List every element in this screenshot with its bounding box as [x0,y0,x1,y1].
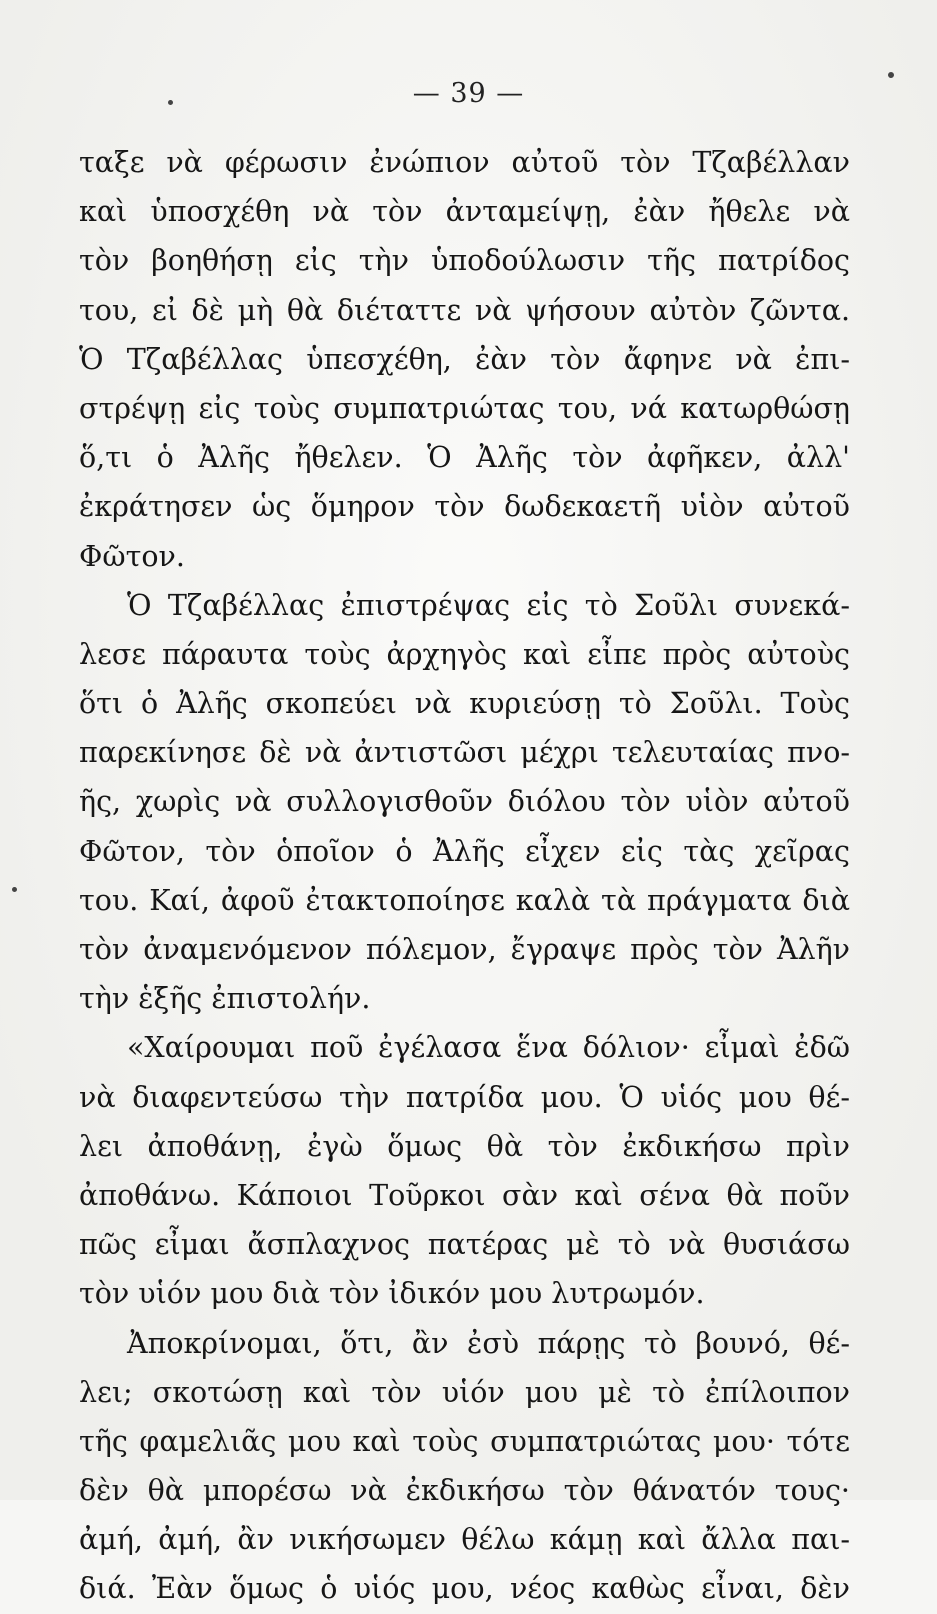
text-line: λει ἀποθάνῃ, ἐγὼ ὅμως θὰ τὸν ἐκδικήσω πρὶν [79,1129,850,1163]
text-line: τῆς φαμελιᾶς μου καὶ τοὺς συμπατριώτας μου· τότε [79,1424,850,1458]
text-line: Ὁ Τζαβέλλας ὑπεσχέθη, ἐὰν τὸν ἄφηνε νὰ ἐπι- [79,342,850,376]
text-line: «Χαίρουμαι ποῦ ἐγέλασα ἕνα δόλιον· εἶμαὶ ἐδῶ [127,1031,850,1065]
text-line: ἐκράτησεν ὡς ὅμηρον τὸν δωδεκαετῆ υἱὸν αὐτοῦ [79,490,850,524]
page-number: — 39 — [412,78,525,109]
text-line: ὅτι ὁ Ἀλῆς σκοπεύει νὰ κυριεύσῃ τὸ Σοῦλι. Τοὺς [79,687,850,721]
text-line: τὸν βοηθήσῃ εἰς τὴν ὑποδούλωσιν τῆς πατρίδος [79,244,850,278]
text-line: ὅ,τι ὁ Ἀλῆς ἤθελεν. Ὁ Ἀλῆς τὸν ἀφῆκεν, ἀλλ' [79,441,850,475]
print-speck [12,887,17,892]
text-line: διά. Ἐὰν ὅμως ὁ υἱός μου, νέος καθὼς εἶναι, δὲν [79,1572,850,1606]
text-line: ταξε νὰ φέρωσιν ἐνώπιον αὐτοῦ τὸν Τζαβέλλαν [79,146,850,179]
text-line: τὸν ἀναμενόμενον πόλεμον, ἔγραψε πρὸς τὸν Ἀλῆν [79,933,850,966]
text-line: στρέψῃ εἰς τοὺς συμπατριώτας του, νά κατωρθώσῃ [79,391,850,425]
text-line: Φῶτον. [79,539,185,573]
text-line: ἀμή, ἀμή, ἂν νικήσωμεν θέλω κάμῃ καὶ ἄλλα παι- [79,1523,850,1557]
text-line: νὰ διαφεντεύσω τὴν πατρίδα μου. Ὁ υἱός μου θέ- [79,1080,850,1114]
print-speck [888,72,894,78]
text-line: τὴν ἑξῆς ἐπιστολήν. [79,982,371,1016]
text-line: δὲν θὰ μπορέσω νὰ ἐκδικήσω τὸν θάνατόν τους· [79,1474,850,1508]
text-line: λεσε πάραυτα τοὺς ἀρχηγὸς καὶ εἶπε πρὸς αὐτοὺς [79,637,850,671]
text-line: Ὁ Τζαβέλλας ἐπιστρέψας εἰς τὸ Σοῦλι συνεκά- [127,588,850,622]
text-line: λει; σκοτώσῃ καὶ τὸν υἱόν μου μὲ τὸ ἐπίλοιπον [79,1375,850,1409]
text-line: ἀποθάνω. Κάποιοι Τοῦρκοι σὰν καὶ σένα θὰ ποῦν [79,1178,850,1212]
text-line: παρεκίνησε δὲ νὰ ἀντιστῶσι μέχρι τελευταίας πνο- [79,736,850,770]
text-line: Φῶτον, τὸν ὁποῖον ὁ Ἀλῆς εἶχεν εἰς τὰς χεῖρας [79,834,850,868]
body-text [79,138,850,1614]
text-line: ῆς, χωρὶς νὰ συλλογισθοῦν διόλου τὸν υἱὸν αὐτοῦ [79,785,850,819]
print-speck [168,100,173,105]
text-line: του, εἰ δὲ μὴ θὰ διέταττε νὰ ψήσουν αὐτὸν ζῶντα. [79,293,850,327]
text-line: του. Καί, ἀφοῦ ἐτακτοποίησε καλὰ τὰ πράγματα διὰ [79,883,850,917]
text-line: Ἀποκρίνομαι, ὅτι, ἂν ἐσὺ πάρῃς τὸ βουνό, θέ- [127,1326,850,1360]
text-line: πῶς εἶμαι ἄσπλαχνος πατέρας μὲ τὸ νὰ θυσιάσω [79,1228,850,1262]
text-line: τὸν υἱόν μου διὰ τὸν ἰδικόν μου λυτρωμόν. [79,1277,705,1311]
text-line: καὶ ὑποσχέθη νὰ τὸν ἀνταμείψῃ, ἐὰν ἤθελε νὰ [79,195,850,229]
